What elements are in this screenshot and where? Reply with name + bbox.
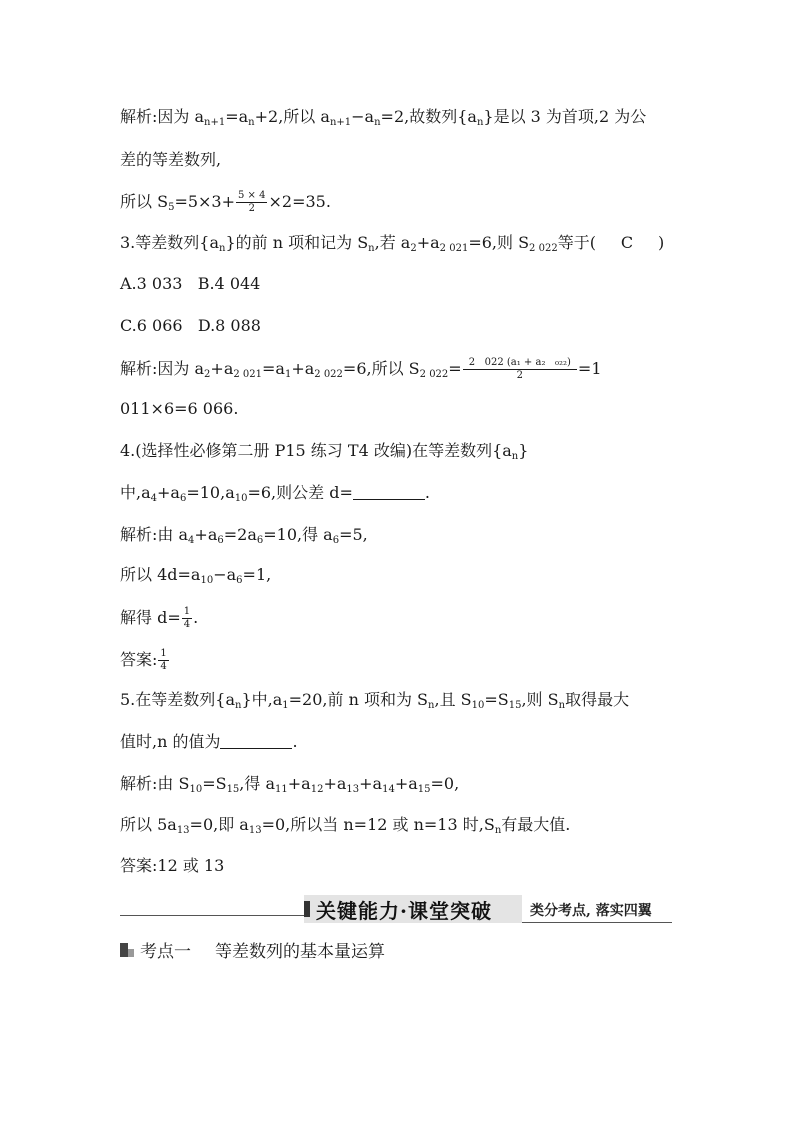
banner-mark — [304, 901, 310, 917]
subscript: n — [511, 451, 519, 462]
text: . — [292, 732, 298, 751]
subscript: 4 — [188, 535, 195, 546]
fraction-numerator: 5 × 4 — [238, 190, 266, 201]
subscript: 6 — [332, 535, 340, 546]
section-label: 考点一 — [140, 942, 191, 962]
fraction-denominator: 2 — [248, 203, 255, 214]
text: 所以 S — [120, 192, 169, 211]
subscript: 1 — [282, 700, 289, 711]
subscript: 2 — [410, 243, 417, 254]
answer-blank — [220, 734, 292, 749]
text: 3.等差数列{a — [120, 233, 219, 252]
subscript: 2 — [204, 369, 211, 380]
options-cd: C.6 066 D.8 088 — [120, 316, 261, 335]
text: =2a — [223, 525, 257, 544]
subscript: 13 — [346, 784, 360, 795]
subscript: 6 — [256, 535, 264, 546]
text: = — [448, 359, 462, 378]
text: =S — [484, 690, 509, 709]
subscript: 15 — [417, 784, 431, 795]
subscript: 1 — [284, 369, 292, 380]
subscript: n — [374, 117, 381, 128]
text: +a — [194, 525, 218, 544]
banner-rule-left — [120, 915, 304, 916]
text: +a — [323, 774, 347, 793]
banner-rule-right — [522, 922, 672, 923]
text: 解析:由 a — [120, 525, 189, 544]
section-heading — [120, 937, 385, 962]
text: +a — [287, 774, 311, 793]
text: }的前 n 项和记为 S — [225, 233, 369, 252]
subscript: 2 022 — [419, 369, 449, 380]
subscript: n — [558, 700, 566, 711]
section-title: 等差数列的基本量运算 — [215, 942, 385, 962]
text: =0,所以当 n=12 或 n=13 时,S — [261, 815, 495, 834]
answer-blank — [353, 485, 425, 500]
text: 解析:因为 a — [120, 107, 205, 126]
text: =10,a — [186, 483, 235, 502]
subscript: n — [494, 825, 502, 836]
text: . — [193, 608, 199, 627]
text: +a — [416, 233, 440, 252]
subscript: 12 — [310, 784, 324, 795]
subscript: 10 — [189, 784, 203, 795]
line-12 — [120, 565, 271, 585]
fraction-numerator: 2 022 (a₁ + a₂ ₀₂₂) — [463, 357, 577, 370]
subscript: 10 — [471, 700, 485, 711]
question-4 — [120, 441, 528, 461]
text: =6,则 S — [468, 233, 530, 252]
section-marker-icon — [120, 943, 134, 957]
text: −a — [351, 107, 375, 126]
subscript: 6 — [179, 493, 187, 504]
text: 解析:由 S — [120, 774, 190, 793]
subscript: n — [219, 243, 226, 254]
text: 5.在等差数列{a — [120, 690, 235, 709]
text: =6,则公差 d= — [247, 483, 353, 502]
text: . — [424, 483, 430, 502]
text: =0, — [430, 774, 460, 793]
subscript: 15 — [226, 784, 240, 795]
text: =5, — [339, 525, 368, 544]
text: 解得 d= — [120, 608, 181, 627]
fraction-numerator: 1 — [160, 648, 167, 659]
text: ,且 S — [434, 690, 472, 709]
text: =a — [262, 359, 285, 378]
fraction-denominator: 4 — [183, 619, 191, 630]
answer-4 — [120, 648, 170, 673]
text: 有最大值. — [501, 815, 571, 834]
subscript: 10 — [200, 575, 214, 586]
subscript: n — [428, 700, 435, 711]
fraction — [236, 190, 267, 215]
text: =S — [202, 774, 227, 793]
text: =5×3+ — [174, 192, 236, 211]
text: +a — [291, 359, 315, 378]
subscript: 10 — [234, 493, 248, 504]
text: 等于( — [557, 233, 596, 252]
text: =1 — [577, 359, 602, 378]
subscript: 6 — [236, 575, 243, 586]
subscript: 15 — [508, 700, 522, 711]
fraction — [463, 357, 577, 382]
text: ) — [657, 233, 665, 252]
subscript: n — [476, 117, 484, 128]
text: ×2=35. — [268, 192, 331, 211]
text: 4.(选择性必修第二册 P15 练习 T4 改编)在等差数列{a — [120, 441, 512, 460]
options-ab: A.3 033 B.4 044 — [120, 274, 261, 293]
fraction-numerator: 1 — [183, 606, 191, 617]
line-17 — [120, 774, 459, 794]
text: =2,故数列{a — [380, 107, 477, 126]
subscript: 4 — [150, 493, 158, 504]
text: } — [518, 441, 529, 460]
text: +a — [210, 359, 234, 378]
subscript: 13 — [176, 825, 190, 836]
subscript: 2 021 — [439, 243, 469, 254]
text: =20,前 n 项和为 S — [288, 690, 429, 709]
line-2: 差的等差数列, — [120, 150, 222, 169]
subscript: 14 — [382, 784, 395, 795]
subscript: 6 — [217, 535, 224, 546]
subscript: 13 — [248, 825, 262, 836]
fraction — [158, 648, 168, 673]
text: +2,所以 a — [254, 107, 330, 126]
text: 取得最大 — [565, 690, 630, 709]
line-8: 011×6=6 066. — [120, 399, 239, 418]
line-3 — [120, 190, 331, 215]
text: 中,a — [120, 483, 151, 502]
text: 所以 5a — [120, 815, 177, 834]
line-13 — [120, 606, 198, 631]
subscript: 2 021 — [233, 369, 262, 380]
text: =1, — [242, 565, 272, 584]
line-1 — [120, 107, 646, 127]
text: +a — [157, 483, 180, 502]
text: =a — [225, 107, 249, 126]
subscript: n — [368, 243, 375, 254]
line-10 — [120, 483, 430, 503]
text: 解析:因为 a — [120, 359, 205, 378]
text: =6,所以 S — [342, 359, 420, 378]
subscript: n+1 — [329, 117, 352, 128]
subscript: n — [248, 117, 255, 128]
subscript: 2 022 — [529, 243, 558, 254]
question-3 — [120, 233, 664, 253]
fraction-denominator: 2 — [516, 370, 523, 381]
text: −a — [213, 565, 237, 584]
text: 答案: — [120, 650, 158, 669]
subscript: 5 — [168, 202, 175, 213]
text: =0,即 a — [189, 815, 249, 834]
question-5 — [120, 690, 629, 710]
banner-subtitle: 类分考点, 落实四翼 — [530, 903, 652, 919]
text: }中,a — [241, 690, 283, 709]
line-16 — [120, 732, 298, 752]
fraction-denominator: 4 — [160, 661, 167, 672]
text: ,若 a — [374, 233, 411, 252]
line-11 — [120, 525, 368, 545]
text: ,则 S — [521, 690, 559, 709]
text: ,得 a — [239, 774, 276, 793]
section-banner — [304, 895, 522, 923]
text: +a — [394, 774, 418, 793]
subscript: 2 022 — [314, 369, 343, 380]
subscript: n — [235, 700, 242, 711]
subscript: 11 — [275, 784, 288, 795]
answer-5: 答案:12 或 13 — [120, 856, 225, 875]
text: +a — [359, 774, 383, 793]
text: 所以 4d=a — [120, 565, 201, 584]
text: =10,得 a — [263, 525, 333, 544]
text: }是以 3 为首项,2 为公 — [483, 107, 647, 126]
fraction — [182, 606, 192, 631]
text: 值时,n 的值为 — [120, 732, 221, 751]
answer-letter: C — [620, 233, 634, 252]
line-7 — [120, 357, 602, 382]
line-18 — [120, 815, 570, 835]
subscript: n+1 — [204, 117, 226, 128]
banner-title: 关键能力·课堂突破 — [316, 898, 492, 923]
